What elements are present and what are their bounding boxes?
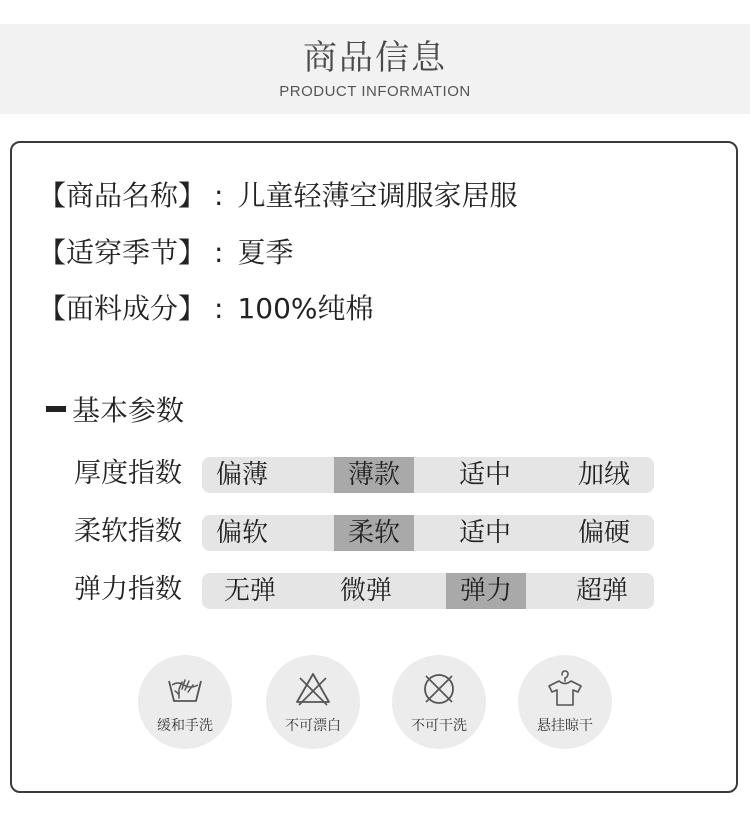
care-no-bleach (266, 655, 360, 749)
param-option: 适中 (458, 460, 511, 490)
care-label: 不可漂白 (285, 718, 341, 734)
heading-bar-icon (46, 406, 66, 412)
param-option: 加绒 (577, 460, 630, 490)
product-info-card (10, 141, 738, 793)
section-title: 商品信息 (303, 38, 447, 78)
info-separator: : (214, 236, 224, 269)
param-scale (202, 573, 654, 609)
info-label: 【适穿季节】 (38, 236, 207, 269)
no-bleach-icon (293, 669, 333, 709)
info-separator: : (214, 292, 224, 325)
info-row-fabric (38, 289, 374, 329)
info-separator: : (214, 179, 224, 212)
param-label: 厚度指数 (74, 458, 182, 489)
info-label: 【面料成分】 (38, 292, 207, 325)
param-label: 弹力指数 (74, 574, 182, 605)
no-dry-clean-icon (419, 669, 459, 709)
hang-dry-icon (545, 669, 585, 709)
param-option: 偏薄 (215, 460, 268, 490)
section-subtitle: PRODUCT INFORMATION (279, 83, 471, 100)
care-label: 缓和手洗 (157, 718, 213, 734)
param-option: 适中 (458, 518, 511, 548)
care-no-dry-clean (392, 655, 486, 749)
care-gentle-hand-wash (138, 655, 232, 749)
param-option: 偏硬 (577, 518, 630, 548)
info-label: 【商品名称】 (38, 179, 207, 212)
info-value: 夏季 (237, 236, 294, 269)
gentle-hand-wash-icon (165, 669, 205, 709)
param-label: 柔软指数 (74, 516, 182, 547)
param-option: 无弹 (223, 576, 276, 606)
care-label: 悬挂晾干 (537, 718, 593, 734)
params-heading (46, 391, 184, 431)
info-row-season (38, 233, 293, 273)
info-row-product-name (38, 176, 517, 216)
param-scale (202, 457, 654, 493)
param-option: 超弹 (575, 576, 628, 606)
param-option-selected: 柔软 (334, 515, 414, 551)
care-label: 不可干洗 (411, 718, 467, 734)
care-hang-dry (518, 655, 612, 749)
param-option-selected: 弹力 (446, 573, 526, 609)
info-value: 100%纯棉 (237, 292, 374, 325)
param-scale (202, 515, 654, 551)
params-heading-text: 基本参数 (72, 394, 185, 427)
param-option-selected: 薄款 (334, 457, 414, 493)
param-option: 偏软 (215, 518, 268, 548)
param-option: 微弹 (339, 576, 392, 606)
info-value: 儿童轻薄空调服家居服 (237, 179, 518, 212)
section-header (0, 24, 750, 114)
